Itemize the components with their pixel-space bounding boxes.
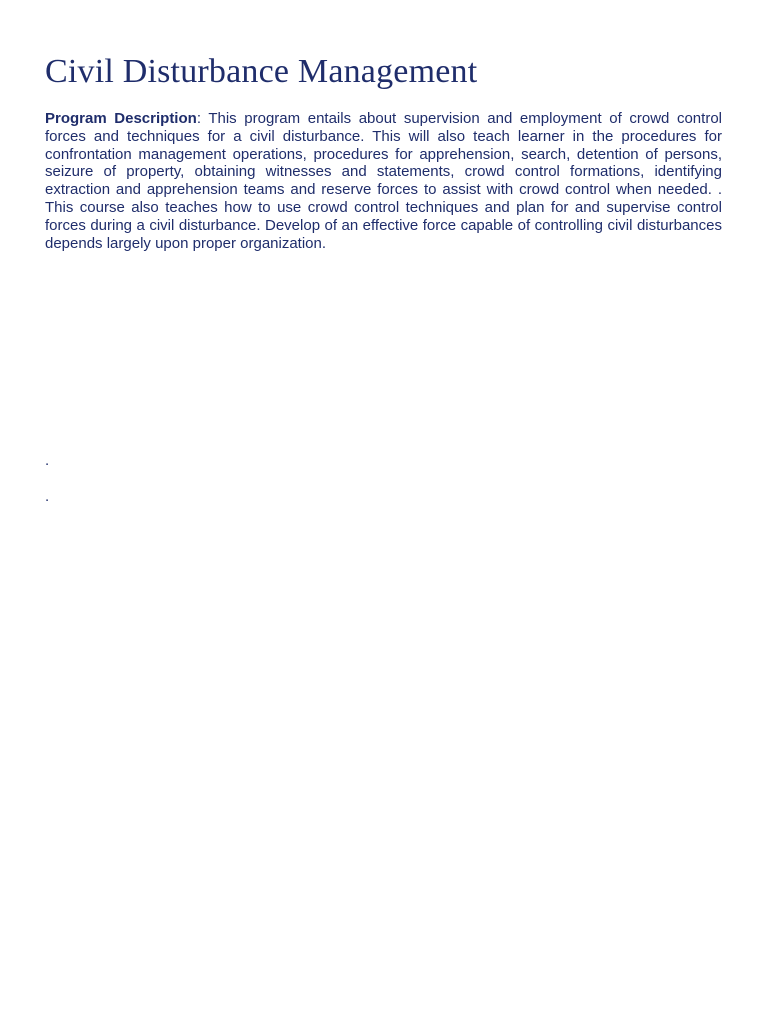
program-description-label: Program Description [45,110,197,127]
program-description-separator: : [196,110,209,127]
program-description-text: This program entails about supervision and employment of crowd control forces and techniques for a civil disturbance. This will also teach learner in the procedures for confrontation management operations, procedures for apprehension, search, detention of persons, seizure of property, obtaining witnesses and statements, crowd control formations, identifying extraction and apprehension teams and reserve forces to assist with crowd control when needed. . This course also teaches how to use crowd control techniques and plan for and supervise control forces during a civil disturbance. Develop of an effective force capable of controlling civil disturbances depends largely upon proper organization. [45,110,722,252]
period-mark-2: . [45,488,50,505]
program-description [45,110,722,252]
page-title: Civil Disturbance Management [45,53,478,90]
period-mark-1: . [45,452,50,469]
